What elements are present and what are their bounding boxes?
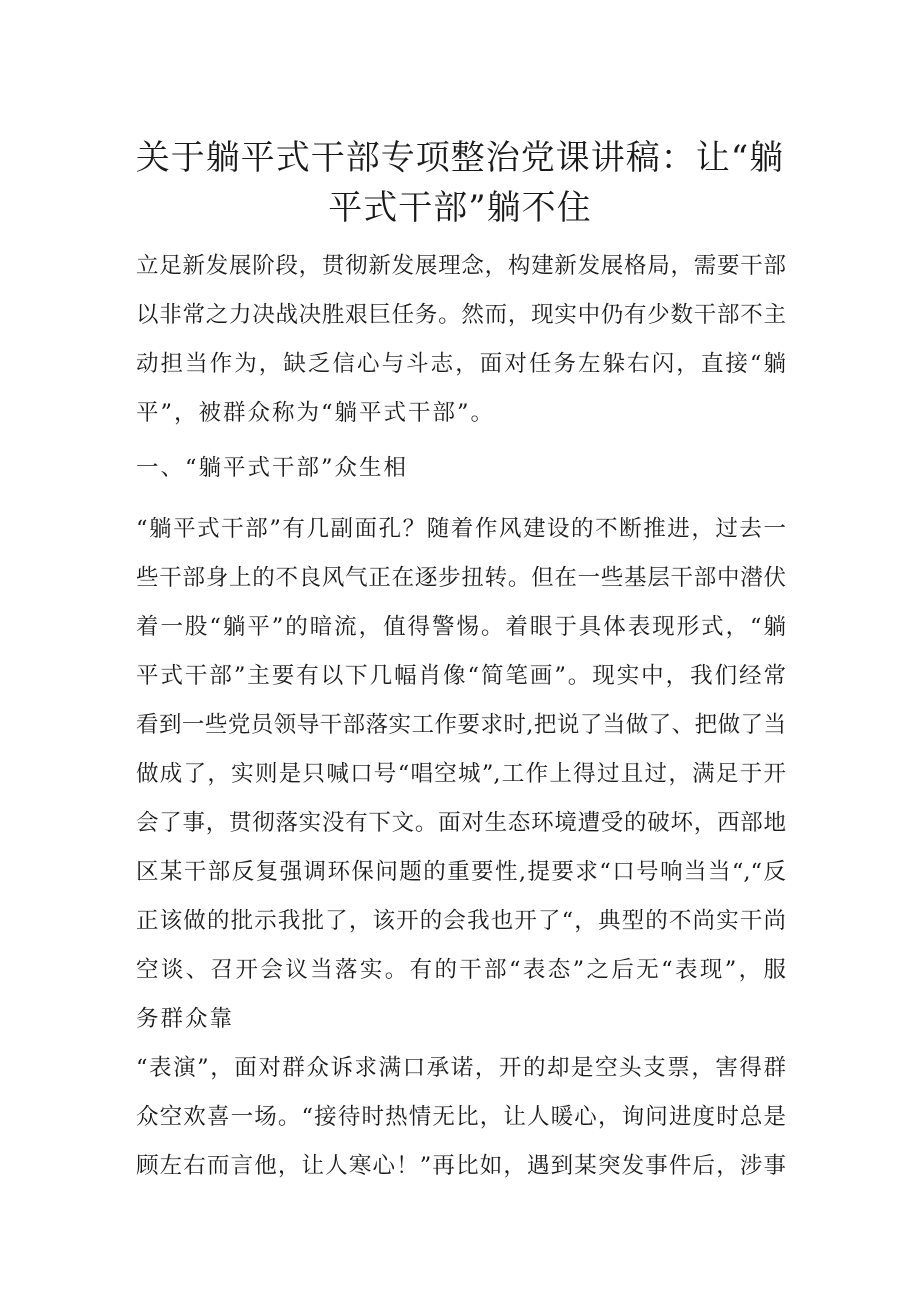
section-heading: 一、“躺平式干部”众生相 bbox=[136, 455, 409, 481]
document-title-line-1: 关于躺平式干部专项整治党课讲稿：让“躺 bbox=[135, 138, 785, 178]
paragraph-line: 立足新发展阶段，贯彻新发展理念，构建新发展格局，需要干部 bbox=[136, 253, 786, 279]
paragraph-line: 做成了，实则是只喊口号“唱空城”,工作上得过且过，满足于开 bbox=[136, 761, 786, 787]
paragraph-line: 空谈、召开会议当落实。有的干部“表态”之后无“表现”，服 bbox=[136, 957, 786, 983]
document-title-line-2: 平式干部”躺不住 bbox=[328, 188, 592, 228]
paragraph-line: 平”，被群众称为“躺平式干部”。 bbox=[136, 400, 496, 426]
paragraph-line: 看到一些党员领导干部落实工作要求时,把说了当做了、把做了当 bbox=[136, 712, 786, 738]
paragraph-line: 会了事，贯彻落实没有下文。面对生态环境遭受的破坏，西部地 bbox=[136, 810, 786, 836]
paragraph-line: 着一股“躺平”的暗流，值得警惕。着眼于具体表现形式，“躺 bbox=[136, 614, 786, 640]
paragraph-line: 顾左右而言他，让人寒心！”再比如，遇到某突发事件后，涉事 bbox=[136, 1153, 786, 1179]
paragraph-line: 平式干部”主要有以下几幅肖像“简笔画”。现实中，我们经常 bbox=[136, 663, 786, 689]
paragraph-line: 以非常之力决战决胜艰巨任务。然而，现实中仍有少数干部不主 bbox=[136, 302, 786, 328]
paragraph-line: 正该做的批示我批了，该开的会我也开了“，典型的不尚实干尚 bbox=[136, 908, 786, 934]
paragraph-line: 些干部身上的不良风气正在逐步扭转。但在一些基层干部中潜伏 bbox=[136, 565, 786, 591]
paragraph-line: 区某干部反复强调环保问题的重要性,提要求“口号响当当“,“反 bbox=[136, 859, 786, 885]
paragraph-line: “表演”，面对群众诉求满口承诺，开的却是空头支票，害得群 bbox=[136, 1055, 786, 1081]
paragraph-line: 众空欢喜一场。“接待时热情无比，让人暖心，询问进度时总是 bbox=[136, 1104, 786, 1130]
paragraph-line: “躺平式干部”有几副面孔？随着作风建设的不断推进，过去一 bbox=[136, 516, 786, 542]
paragraph-line: 动担当作为，缺乏信心与斗志，面对任务左躲右闪，直接“躺 bbox=[136, 351, 786, 377]
paragraph-line: 务群众靠 bbox=[136, 1006, 235, 1032]
